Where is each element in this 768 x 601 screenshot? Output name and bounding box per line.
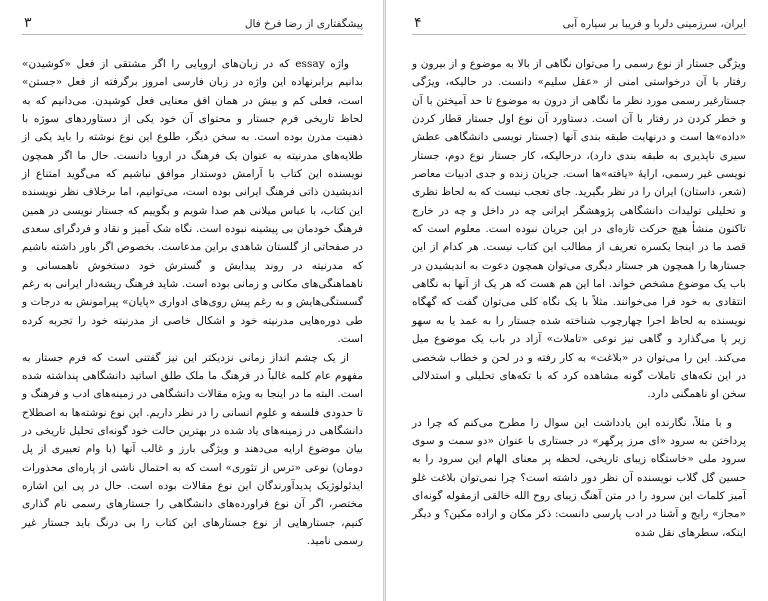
paragraph: از یک چشم انداز زمانی نزدیکتر این نیز گفتنی است که فرم جستار به مفهوم عام کلمه غالباً در فرهنگ ما ملک طلق اساتید دانشگاهی پنداشته شده است. البته ما در اینجا به ویژه مقالات دانشگاهی در زمینه‌های ادب و فرهنگ و تا حدودی فلسفه و علوم انسانی را در نظر داریم. این نوع نوشته‌ها به اصطلاح دانشگاهی در زمینه‌های یاد شده در بهترین حالت خود گونه‌ای تحلیل تاریخی در بیان موضوع ارایه می‌دهند و ویژگی بارز و غالب آنها (با وام تعبیری از پل دومان) نوعی «ترس از تئوری» است که به احتمال ناشی از پاره‌ای محذورات ایدئولوژیک پدیدآورندگان این نوع مقالات بوده است. حال در پی این اشاره مختصر، اگر آن نوع فراورده‌های دانشگاهی را جستارهای رسمی نام گذاری کنیم، جستارهایی از نوع جستارهای این کتاب را بی درنگ باید جستار غیر رسمی نامید. (22, 351, 363, 547)
paragraph: و با مثلاً، نگارنده این یادداشت این سوال را مطرح می‌کنم که چرا در پرداختن به سرود «ای مرز پرگهر» در جستاری با عنوان «دو سمت و سوی سرود ملی «خاستگاه زیبای تاریخی، لحظه پر معنای الهام این سرود را به حسین گل گلاب نویسنده آن نظر دور داشته است؟ چرا نمی‌توان بلاغت غلو آمیز کلمات این سرود را در متن آهنگ زیبای روح الله خالقی ازمقوله گونه‌ای «مجاز» رایج و آشنا در ادب پارسی دانست: ذکر مکان و اراده مکین؟ و دیگر اینکه، سطرهای نقل شده (412, 416, 746, 539)
running-head: ایران، سرزمینی دلربا و فریبا بر سیاره آبی (562, 18, 746, 30)
running-head: پیشگفتاری از رضا فرخ فال (244, 18, 363, 30)
paragraph: ویژگی جستار از نوع رسمی را می‌توان نگاهی از بالا به موضوع و از بیرون و رفتار با آن درخواستی امنی از «عقل سلیم» دانست. در حالیکه، ویژگی جستارغیر رسمی مورد نظر ما نگاهی از درون به موضوع تا حد آمیختن با آن و خطر کردن در رفتار با آن است. دستاورد آن نوع اول جستار قطار کردن «داده»ها است و درنهایت طبقه بندی آنها (جستار نویسی دانشگاهی عطش سیری ناپذیری به طبقه بندی دارد)، درحالیکه، کار جستار نوع دوم، جستار نویسی غیر رسمی، ارایهٔ «یافته»ها است. جریان زنده و جدی ادبیات معاصر (شعر، داستان) ایران را در نظر بگیرید. جای تعجب نیست که به لحاظ نظری و تحلیلی تولیدات دانشگاهی پژوهشگر ایرانی چه در داخل و چه در خارج تاکنون منشأ هیچ حرکت تازه‌ای در این جریان نبوده است. معلوم است که قصد ما در اینجا یکسره تعریف از مطالب این کتاب نیست. هر کدام از این جستارها را همچون هر جستار دیگری می‌توان همچون دعوت به اندیشیدن در باب یک موضوع مشخص خواند. اما این هم هست که هر یک از آنها به نگاهی انتقادی به خود فرا می‌خوانند. مثلاً با یک نگاه کلی می‌توان گفت که گهگاه نویسنده به لحاظ اجرا چهارچوب شناخته شده جستار را به عمد یا به سهو زیر پا می‌گذارد و گاهی نیز نوعی «تاملات» آزاد در باب یک موضوع میل می‌کند. این را می‌توان در «بلاغت» به کار رفته و در لحن و خطاب شخصی در این تکه‌های تاملات گونه مشاهده کرد که با تکه‌های تحلیلی و استدلالی سخن او ناهمگنی دارد. (412, 58, 747, 401)
page-number: ۳ (24, 15, 32, 31)
right-page (386, 0, 768, 601)
paragraph: واژه essay که در زبان‌های اروپایی را اگر مشتقی از فعل «کوشیدن» بدانیم برابرنهاده این واژه در زبان فارسی امروز برگرفته از فعل «جستن» است، فعلی کم و بیش در همان افق معنایی فعل کوشیدن. می‌دانیم که به لحاظ تاریخی فرم جستار و محتوای آن خود یکی از دستاوردهای سوژه با ذهنیت مدرن بوده است. به سخن دیگر، طلوع این نوع نوشته را باید یکی از طلایه‌های مدرنیته به عنوان یک فرهنگ در اروپا دانست. حال ما اگر همچون نویسنده این کتاب با آرامش دوستدار موافق نباشیم که می‌گوید امتناع از اندیشیدن ذاتی فرهنگ ایرانی بوده است، می‌توانیم، اما برخلاف نظر نویسنده این کتاب، با عباس میلانی هم صدا شویم و بگوییم که جستار نویسی در همین فرهنگ خودمان بی پیشینه نبوده است. نگاه شک آمیز و نقاد و فردگرای سعدی در صفحاتی از گلستان شاهدی براین مدعاست. بخصوص اگر باور داشته باشیم که مدرنیته در روند پیدایش و گسترش خود دستخوش ناهمسانی و ناهماهنگی‌های مکانی و زمانی بوده است. شاید فرهنگ ریشه‌دار ایرانی به رغم گسستگی‌هایش و به رغم پیش روی‌های ادواری «پایان» پیرامونش به درجات و طی دوره‌هایی مدرنیته خود و اشکال خاصی از مدرنیته خود را تجربه کرده است. (22, 58, 363, 346)
left-page (0, 0, 383, 601)
left-page-body (22, 55, 363, 550)
page-number: ۴ (414, 15, 422, 31)
right-page-header (412, 15, 746, 35)
right-page-body (412, 55, 746, 542)
left-page-header (22, 15, 363, 35)
